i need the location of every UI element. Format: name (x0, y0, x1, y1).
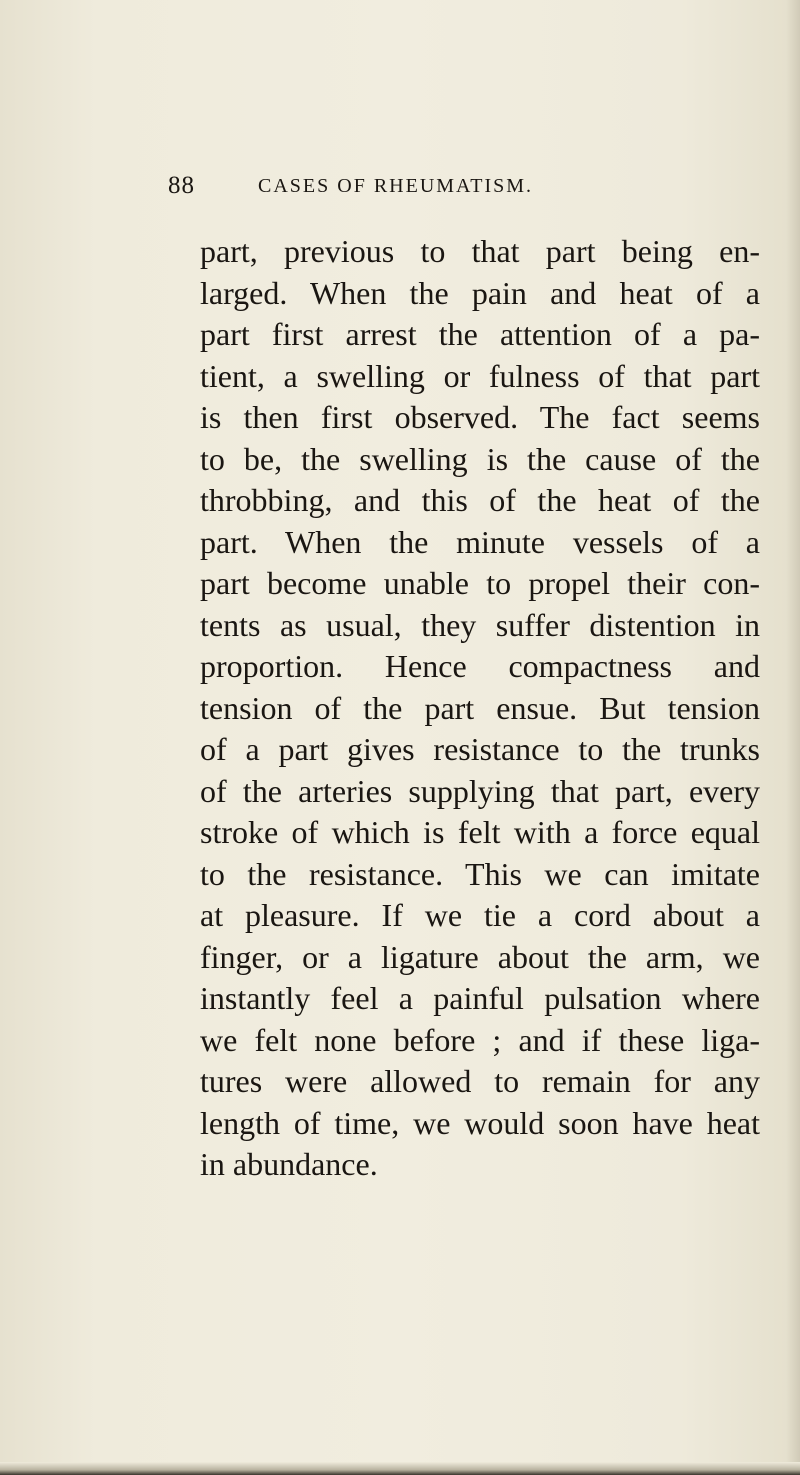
text-line: proportion. Hence compactness and (200, 648, 760, 684)
running-head (0, 172, 800, 202)
page-fore-edge (786, 0, 800, 1475)
text-line: stroke of which is felt with a force equal (200, 814, 760, 850)
text-line: length of time, we would soon have heat (200, 1104, 760, 1141)
text-line: part first arrest the attention of a pa- (200, 316, 760, 352)
text-line: is then first observed. The fact seems (200, 399, 760, 435)
page-bottom-edge (0, 1462, 800, 1475)
running-title: CASES OF RHEUMATISM. (258, 175, 534, 197)
text-line: tures were allowed to remain for any (200, 1063, 760, 1099)
text-line: tient, a swelling or fulness of that part (200, 357, 760, 394)
text-line: to be, the swelling is the cause of the (200, 440, 760, 477)
text-line: larged. When the pain and heat of a (200, 274, 760, 311)
text-line-last: in abundance. (200, 1146, 378, 1182)
text-line: instantly feel a painful pulsation where (200, 980, 760, 1016)
text-line: part. When the minute vessels of a (200, 523, 760, 560)
page-number: 88 (168, 172, 195, 199)
text-line: at pleasure. If we tie a cord about a (200, 897, 760, 933)
text-line: tents as usual, they suffer distention in (200, 606, 760, 643)
text-line: part become unable to propel their con- (200, 565, 760, 601)
text-line: part, previous to that part being en- (200, 233, 760, 269)
text-line: tension of the part ensue. But tension (200, 689, 760, 726)
body-text (200, 231, 760, 1186)
text-line: finger, or a ligature about the arm, we (200, 938, 760, 975)
text-line: throbbing, and this of the heat of the (200, 482, 760, 518)
text-line: of a part gives resistance to the trunks (200, 731, 760, 767)
text-line: we felt none before ; and if these liga- (200, 1021, 760, 1058)
text-line: to the resistance. This we can imitate (200, 855, 760, 892)
text-line: of the arteries supplying that part, every (200, 772, 760, 809)
